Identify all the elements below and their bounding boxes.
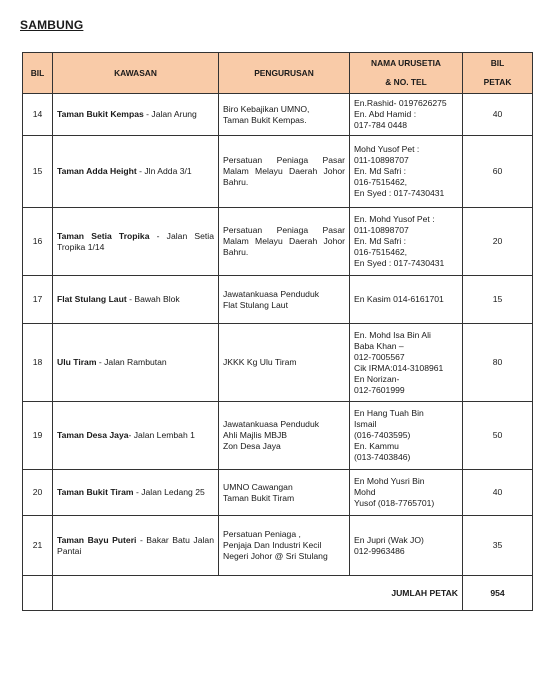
pengurusan-line: Persatuan Peniaga Pasar Malam Melayu Daerah Johor Bahru. bbox=[223, 225, 345, 257]
row-kawasan-cell bbox=[53, 276, 219, 324]
table-row bbox=[23, 276, 533, 324]
row-bil-cell: 15 bbox=[23, 136, 53, 208]
table-row bbox=[23, 516, 533, 576]
row-petak-cell: 35 bbox=[463, 516, 533, 576]
pengurusan-line: UMNO Cawangan bbox=[223, 481, 293, 492]
row-kawasan-cell bbox=[53, 136, 219, 208]
table-row bbox=[23, 136, 533, 208]
total-value: 954 bbox=[463, 576, 533, 611]
urusetia-line: 012-7005567 bbox=[354, 351, 405, 362]
kawasan-name: Taman Bayu Puteri bbox=[57, 534, 137, 545]
urusetia-line: En Kasim 014-6161701 bbox=[354, 294, 444, 304]
urusetia-line: En Syed : 017-7430431 bbox=[354, 258, 445, 268]
row-pengurusan-cell bbox=[219, 470, 350, 516]
row-urusetia-cell bbox=[350, 94, 463, 136]
total-row bbox=[23, 576, 533, 611]
pengurusan-line: Taman Bukit Kempas. bbox=[223, 114, 307, 125]
row-pengurusan-cell bbox=[219, 516, 350, 576]
urusetia-line: En. Mohd Yusof Pet : bbox=[354, 214, 435, 224]
kawasan-detail: - Bakar Batu Jalan Pantai bbox=[57, 534, 214, 556]
kawasan-detail: - Jalan Arung bbox=[143, 109, 197, 119]
kawasan-detail: - Jalan Lembah 1 bbox=[128, 430, 195, 440]
col-nama-header-line1: NAMA URUSETIA bbox=[371, 58, 441, 68]
col-nama-header-line2: & NO. TEL bbox=[385, 77, 427, 87]
urusetia-line: En.Rashid- 0197626275 bbox=[354, 98, 447, 108]
urusetia-line: Mohd bbox=[354, 487, 376, 497]
pengurusan-line: Persatuan Peniaga Pasar Malam Melayu Daerah Johor Bahru. bbox=[223, 155, 345, 187]
pengurusan-line: Taman Bukit Tiram bbox=[223, 492, 295, 503]
row-petak-cell: 80 bbox=[463, 324, 533, 402]
stall-table bbox=[22, 52, 533, 611]
row-pengurusan-cell bbox=[219, 402, 350, 470]
kawasan-detail: - Jalan Ledang 25 bbox=[133, 487, 205, 497]
urusetia-line: 012-9963486 bbox=[354, 545, 405, 556]
urusetia-line: 012-7601999 bbox=[354, 384, 405, 395]
kawasan-name: Taman Desa Jaya bbox=[57, 430, 129, 440]
table-row bbox=[23, 324, 533, 402]
row-petak-cell: 40 bbox=[463, 94, 533, 136]
urusetia-line: En Mohd Yusri Bin bbox=[354, 476, 425, 486]
kawasan-name: Flat Stulang Laut bbox=[57, 294, 127, 304]
urusetia-line: En Hang Tuah Bin bbox=[354, 408, 424, 418]
table-row bbox=[23, 470, 533, 516]
kawasan-name: Taman Bukit Tiram bbox=[57, 487, 134, 497]
col-nama-header bbox=[350, 53, 463, 94]
row-bil-cell: 18 bbox=[23, 324, 53, 402]
row-pengurusan-cell bbox=[219, 324, 350, 402]
pengurusan-line: Persatuan Peniaga , bbox=[223, 529, 301, 539]
row-urusetia-cell bbox=[350, 324, 463, 402]
table-row bbox=[23, 208, 533, 276]
col-petak-header-line1: BIL bbox=[490, 58, 505, 68]
kawasan-detail: - Jalan Setia Tropika 1/14 bbox=[57, 230, 214, 252]
urusetia-line: 017-784 0448 bbox=[354, 120, 408, 130]
urusetia-line: En. Md Safri : bbox=[354, 166, 407, 176]
pengurusan-line: Negeri Johor @ Sri Stulang bbox=[223, 551, 328, 561]
page-heading: SAMBUNG bbox=[20, 18, 84, 32]
row-bil-cell: 19 bbox=[23, 402, 53, 470]
row-petak-cell: 40 bbox=[463, 470, 533, 516]
urusetia-line: En Norizan- bbox=[354, 373, 400, 384]
row-pengurusan-cell bbox=[219, 136, 350, 208]
row-bil-cell: 17 bbox=[23, 276, 53, 324]
row-petak-cell: 60 bbox=[463, 136, 533, 208]
row-urusetia-cell bbox=[350, 516, 463, 576]
urusetia-line: En Jupri (Wak JO) bbox=[354, 534, 424, 545]
pengurusan-line: Flat Stulang Laut bbox=[223, 299, 288, 310]
col-bil-header: BIL bbox=[23, 53, 53, 94]
table-row bbox=[23, 402, 533, 470]
urusetia-line: 016-7515462, bbox=[354, 247, 408, 257]
row-kawasan-cell bbox=[53, 516, 219, 576]
row-kawasan-cell bbox=[53, 324, 219, 402]
urusetia-line: En Syed : 017-7430431 bbox=[354, 188, 445, 198]
kawasan-detail: - Jln Adda 3/1 bbox=[136, 166, 192, 176]
table-row bbox=[23, 94, 533, 136]
col-pengurusan-header: PENGURUSAN bbox=[219, 53, 350, 94]
row-bil-cell: 20 bbox=[23, 470, 53, 516]
row-pengurusan-cell bbox=[219, 94, 350, 136]
urusetia-line: 016-7515462, bbox=[354, 177, 408, 187]
pengurusan-line: Jawatankuasa Penduduk bbox=[223, 419, 320, 429]
urusetia-line: En. Mohd Isa Bin Ali bbox=[354, 329, 431, 340]
pengurusan-line: Zon Desa Jaya bbox=[223, 441, 281, 451]
total-empty-cell bbox=[23, 576, 53, 611]
row-bil-cell: 16 bbox=[23, 208, 53, 276]
header-row bbox=[23, 53, 533, 94]
kawasan-name: Taman Adda Height bbox=[57, 166, 137, 176]
row-bil-cell: 14 bbox=[23, 94, 53, 136]
urusetia-line: Ismail bbox=[354, 419, 377, 429]
row-urusetia-cell bbox=[350, 136, 463, 208]
row-kawasan-cell bbox=[53, 94, 219, 136]
urusetia-line: Cik IRMA:014-3108961 bbox=[354, 362, 444, 373]
table-body bbox=[23, 94, 533, 576]
col-petak-header-line2: PETAK bbox=[483, 77, 512, 87]
row-urusetia-cell bbox=[350, 208, 463, 276]
row-kawasan-cell bbox=[53, 208, 219, 276]
urusetia-line: Baba Khan – bbox=[354, 340, 404, 351]
urusetia-line: En. Md Safri : bbox=[354, 236, 407, 246]
kawasan-name: Taman Setia Tropika bbox=[57, 230, 150, 241]
col-petak-header bbox=[463, 53, 533, 94]
kawasan-detail: - Bawah Blok bbox=[126, 294, 180, 304]
row-urusetia-cell bbox=[350, 470, 463, 516]
urusetia-line: 011-10898707 bbox=[354, 155, 409, 165]
urusetia-line: En. Kammu bbox=[354, 441, 399, 451]
row-petak-cell: 15 bbox=[463, 276, 533, 324]
kawasan-name: Taman Bukit Kempas bbox=[57, 109, 144, 119]
row-petak-cell: 20 bbox=[463, 208, 533, 276]
urusetia-line: 011-10898707 bbox=[354, 225, 409, 235]
row-pengurusan-cell bbox=[219, 276, 350, 324]
col-kawasan-header: KAWASAN bbox=[53, 53, 219, 94]
urusetia-line: (013-7403846) bbox=[354, 452, 411, 462]
pengurusan-line: Jawatankuasa Penduduk bbox=[223, 288, 320, 299]
pengurusan-line: Biro Kebajikan UMNO, bbox=[223, 103, 310, 114]
kawasan-name: Ulu Tiram bbox=[57, 357, 97, 367]
total-label: JUMLAH PETAK bbox=[53, 576, 463, 611]
pengurusan-line: JKKK Kg Ulu Tiram bbox=[223, 357, 297, 367]
row-urusetia-cell bbox=[350, 402, 463, 470]
urusetia-line: Yusof (018-7765701) bbox=[354, 498, 435, 508]
row-kawasan-cell bbox=[53, 402, 219, 470]
pengurusan-line: Penjaja Dan Industri Kecil bbox=[223, 540, 322, 550]
urusetia-line: (016-7403595) bbox=[354, 430, 411, 440]
urusetia-line: En. Abd Hamid : bbox=[354, 109, 417, 119]
row-petak-cell: 50 bbox=[463, 402, 533, 470]
row-pengurusan-cell bbox=[219, 208, 350, 276]
urusetia-line: Mohd Yusof Pet : bbox=[354, 144, 420, 154]
row-urusetia-cell bbox=[350, 276, 463, 324]
row-kawasan-cell bbox=[53, 470, 219, 516]
kawasan-detail: - Jalan Rambutan bbox=[96, 357, 167, 367]
row-bil-cell: 21 bbox=[23, 516, 53, 576]
pengurusan-line: Ahli Majlis MBJB bbox=[223, 430, 287, 440]
